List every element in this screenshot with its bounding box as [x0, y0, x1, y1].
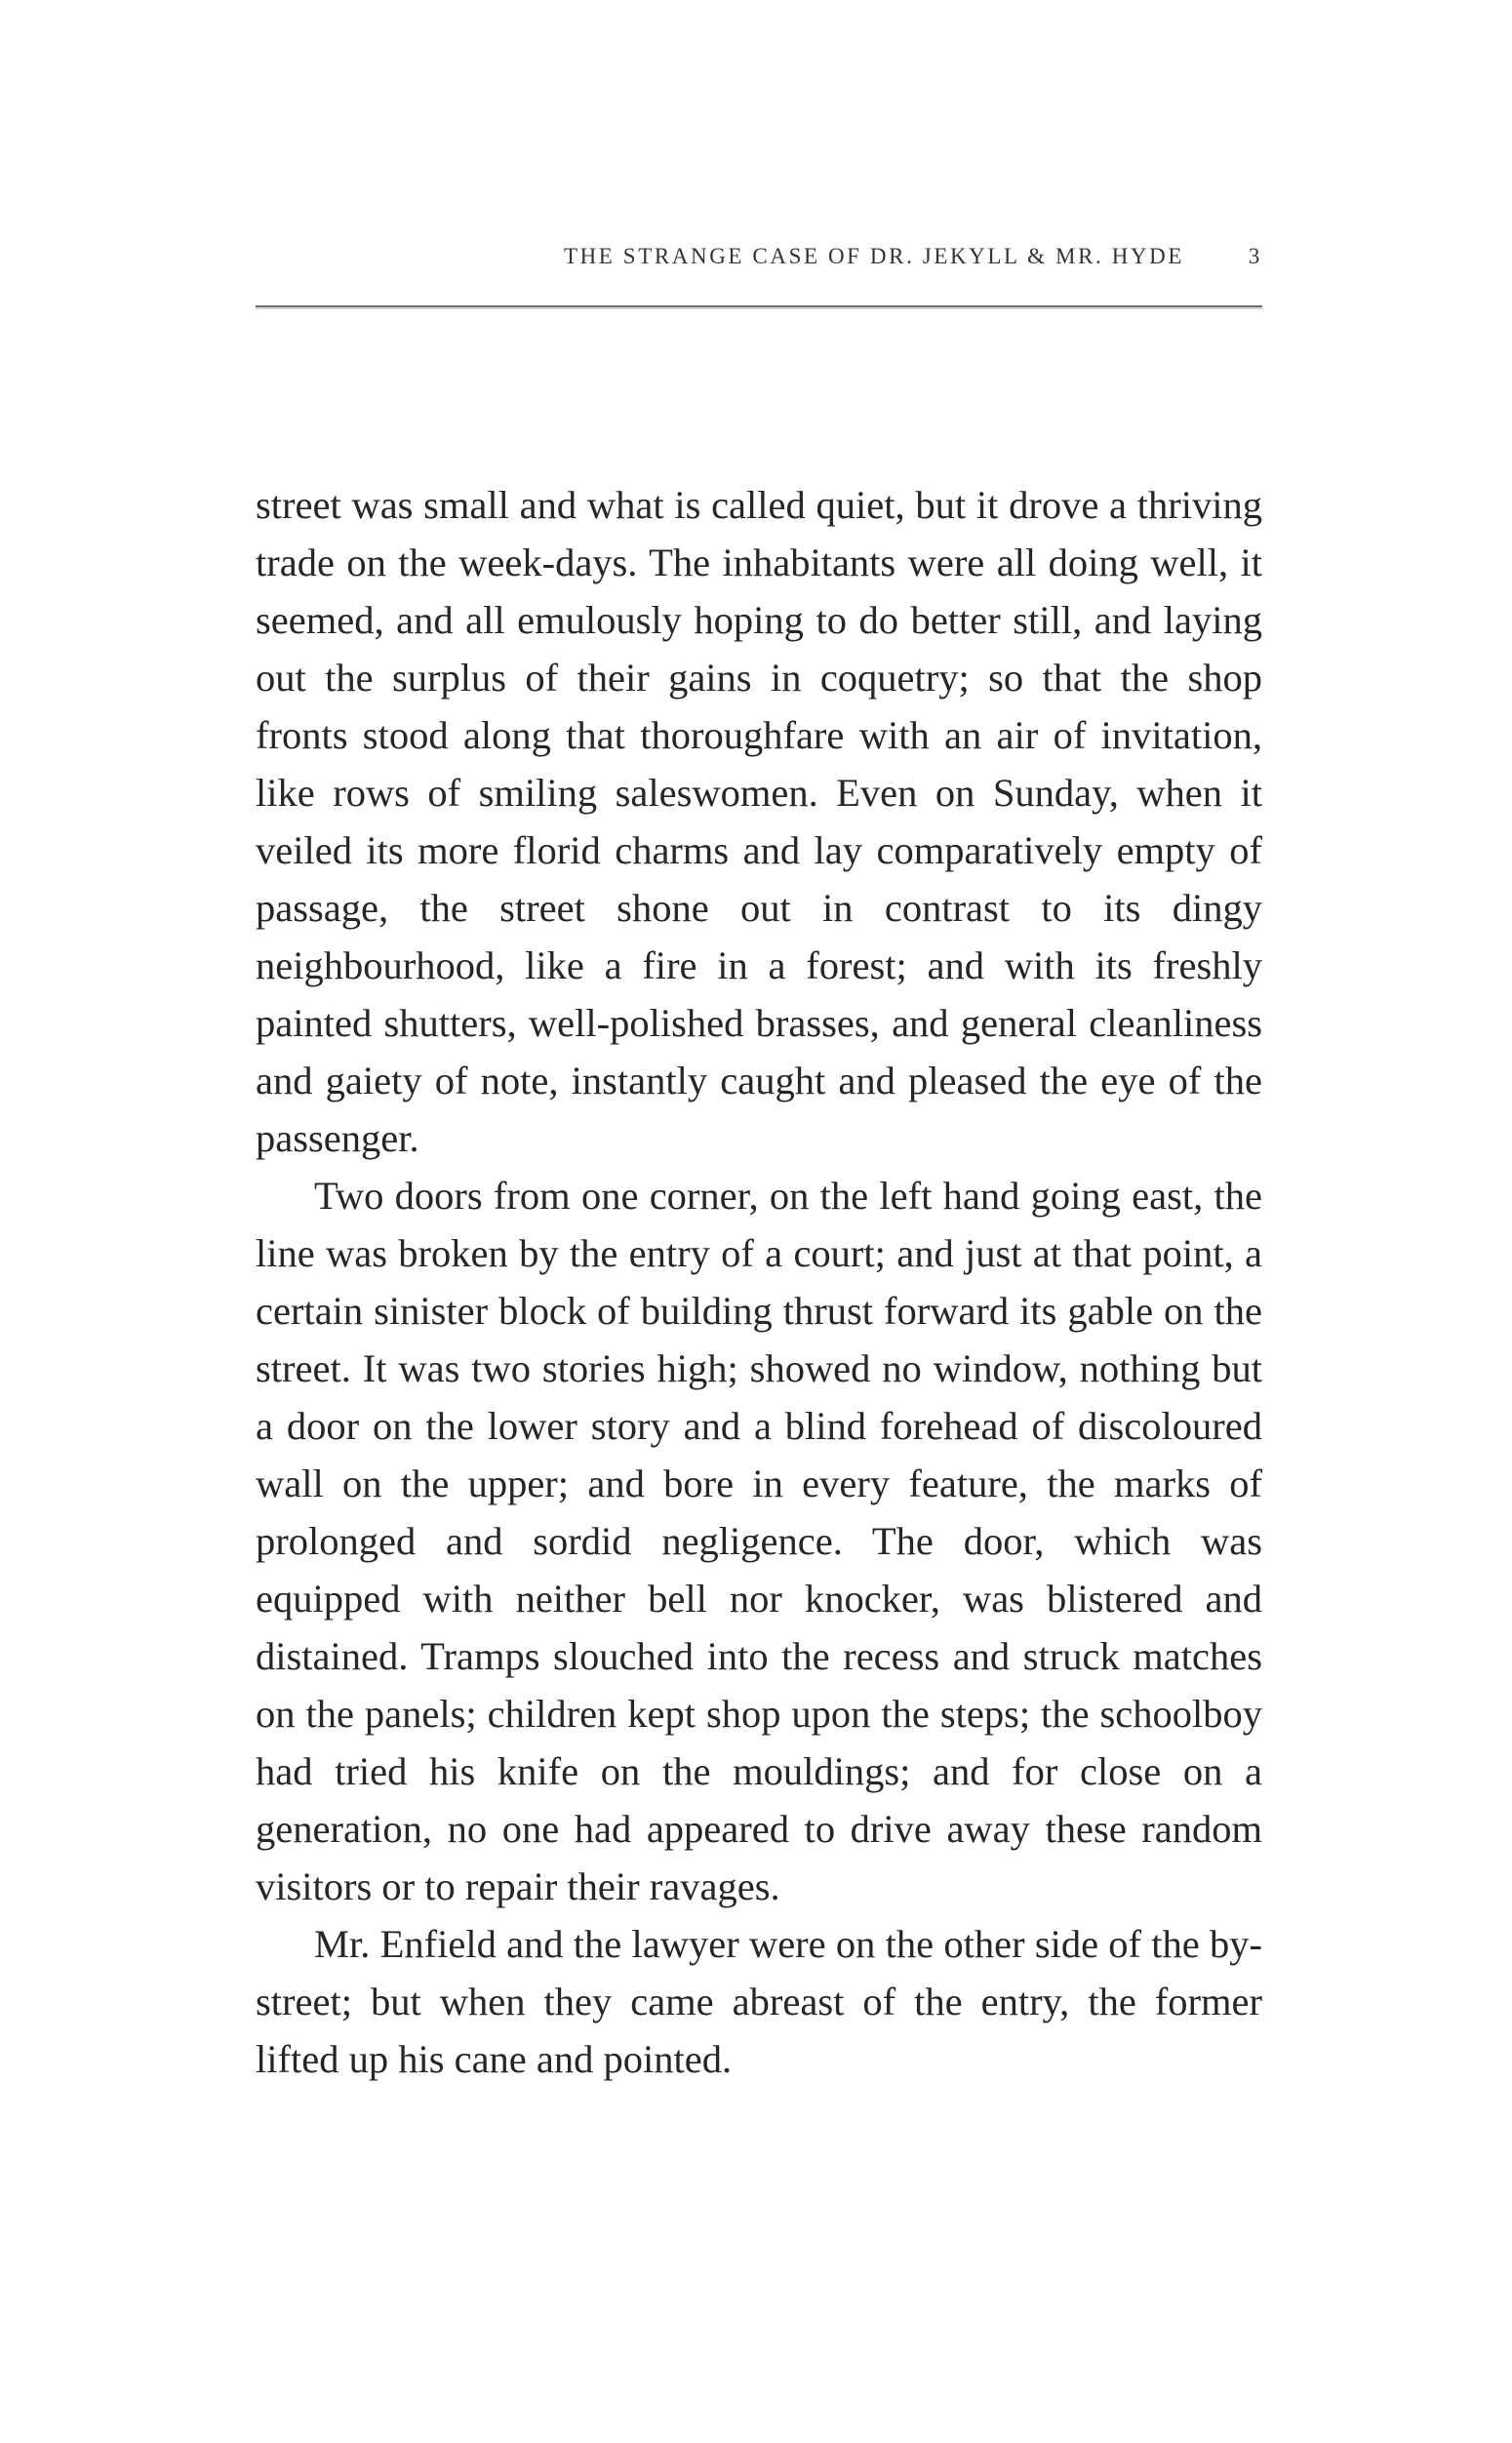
paragraph-continued: street was small and what is called quiet, but it drove a thriving trade on the week-days. The inhabitants were all doing well, it seemed, and all emulously hoping to do better still, and laying out the surplus of their gains in coquetry; so that the shop fronts stood along that thoroughfare with an air of invitation, like rows of smiling saleswomen. Even on Sunday, when it veiled its more florid charms and lay comparatively empty of passage, the street shone out in contrast to its dingy neighbourhood, like a fire in a forest; and with its freshly painted shutters, well-polished brasses, and general cleanliness and gaiety of note, instantly caught and pleased the eye of the passenger. [256, 483, 1262, 1160]
body-text [256, 476, 1262, 2088]
paragraph: Two doors from one corner, on the left hand going east, the line was broken by the entry of a court; and just at that point, a certain sinister block of building thrust forward its gable on the street. It was two stories high; showed no window, nothing but a door on the lower story and a blind forehead of discoloured wall on the upper; and bore in every feature, the marks of prolonged and sordid negligence. The door, which was equipped with neither bell nor knocker, was blistered and distained. Tramps slouched into the recess and struck matches on the panels; children kept shop upon the steps; the schoolboy had tried his knife on the mouldings; and for close on a generation, no one had appeared to drive away these random visitors or to repair their ravages. [256, 1174, 1262, 1908]
running-title: THE STRANGE CASE OF DR. JEKYLL & MR. HYDE [563, 244, 1184, 268]
page-number: 3 [1248, 244, 1262, 268]
header-rule [256, 305, 1262, 307]
paragraph: Mr. Enfield and the lawyer were on the other side of the by-street; but when they came abreast of the entry, the former lifted up his cane and pointed. [256, 1922, 1262, 2081]
running-head [256, 244, 1262, 283]
